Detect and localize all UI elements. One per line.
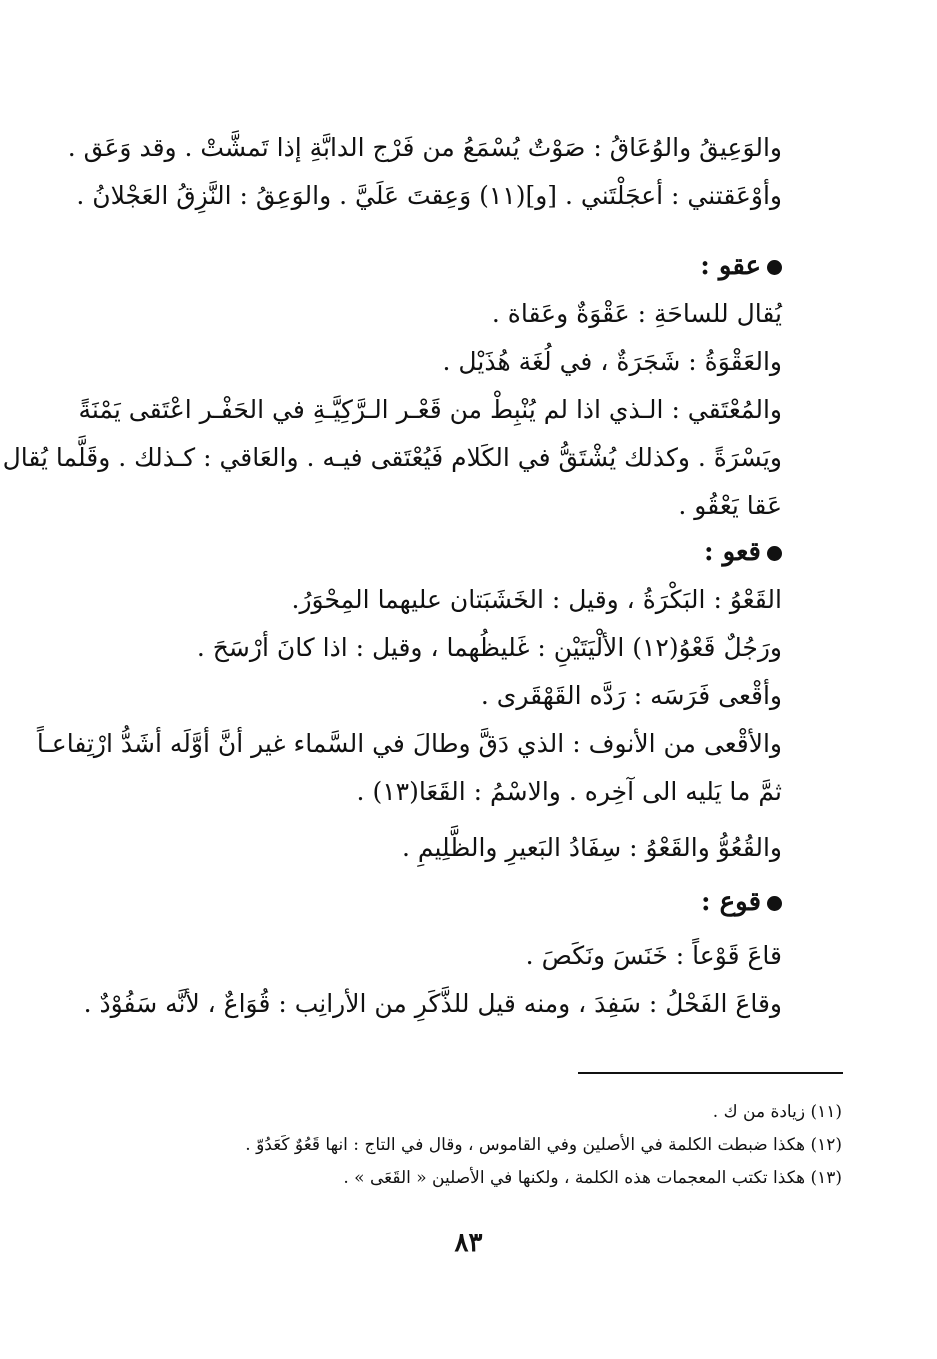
intro-line-2: وأوْعَقتني : أعجَلْتَني . [و](١١) وَعِقتَ عَلَيَّ . والوَعِقُ : النَّزِقُ العَجْلانُ . — [76, 181, 782, 210]
entry-heading — [102, 878, 782, 926]
entry-qw3 — [83, 878, 782, 1028]
entry-line: القَعْوُ : البَكْرَةُ ، وقيل : الخَشَبَتان عليهما المِحْوَرُ. — [291, 585, 782, 614]
footnote: (١٢) هكذا ضبطت الكلمة في الأصلين وفي القاموس ، وقال في التاج : انها قَعُوٌ كَعَدُوّ . — [245, 1135, 842, 1155]
entry-heading-text: قعو : — [703, 537, 761, 567]
entry-line: وأقْعى فَرَسَه : رَدَّه القَهْقَرى . — [480, 681, 782, 710]
footnotes — [102, 1096, 842, 1195]
footnote: (١١) زيادة من ك . — [712, 1102, 842, 1122]
entry-aqw — [2, 242, 782, 530]
intro-line-1: والوَعِيقُ والوُعَاقُ : صَوْتٌ يُسْمَعُ من فَرْج الدابَّةِ إذا تَمشَّتْ . وقد وَعَق . — [67, 133, 782, 162]
paragraph-line: والأقْعى من الأنوف : الذي دَقَّ وطالَ في السَّماء غير أنَّ أوَّلَه أشَدُّ ارْتِفاعـاً — [36, 729, 782, 758]
bullet-icon — [767, 546, 782, 561]
entry-line: والعَقْوَةُ : شَجَرَةٌ ، في لُغَة هُذَيْل . — [442, 347, 782, 376]
paragraph-line: ثمَّ ما يَليه الى آخِره . والاسْمُ : القَعَا(١٣) . — [356, 777, 782, 806]
entry-line: ورَجُلٌ قَعْوُ(١٢) الألْيَتَيْنِ : غَليظُهما ، وقيل : اذا كانَ أرْسَحَ . — [196, 633, 782, 662]
entry-line: وقاعَ الفَحْلُ : سَفِدَ ، ومنه قيل للذَّكَرِ من الأرانِب : قُوَاعٌ ، لأنَّه سَفُوْدٌ . — [83, 989, 782, 1018]
footnote: (١٣) هكذا تكتب المعجمات هذه الكلمة ، ولكنها في الأصلين « القَعَى » . — [343, 1168, 842, 1188]
paragraph-line: والمُعْتَقي : الـذي اذا لم يُنْبِطْ من قَعْـر الـرَّكِيَّـةِ في الحَفْـر اعْتَقى يَمْنَةً — [78, 395, 782, 424]
entry-line: قاعَ قَوْعاً : خَنَسَ ونَكَصَ . — [525, 941, 782, 970]
bullet-icon — [767, 260, 782, 275]
entry-qaw — [36, 528, 782, 872]
page-number: ٨٣ — [454, 1228, 483, 1258]
entry-heading-text: عقو : — [700, 251, 761, 281]
entry-line: والقُعُوُّ والقَعْوُ : سِفَادُ البَعيرِ والظَّلِيمِ . — [401, 833, 782, 862]
bullet-icon — [767, 896, 782, 911]
entry-line: يُقال للساحَةِ : عَقْوَةٌ وعَقاة . — [491, 299, 782, 328]
entry-heading — [102, 528, 782, 576]
intro-block — [67, 124, 782, 220]
entry-heading-text: قوع : — [700, 887, 761, 917]
entry-heading — [102, 242, 782, 290]
paragraph-line: ويَسْرَةً . وكذلك يُشْتَقُّ في الكَلام فَيُعْتَقى فيـه . والعَاقي : كـذلك . وقَلَّما يُقال — [2, 443, 782, 472]
footnote-divider — [578, 1072, 843, 1074]
paragraph-line: عَقا يَعْقُو . — [678, 491, 782, 520]
